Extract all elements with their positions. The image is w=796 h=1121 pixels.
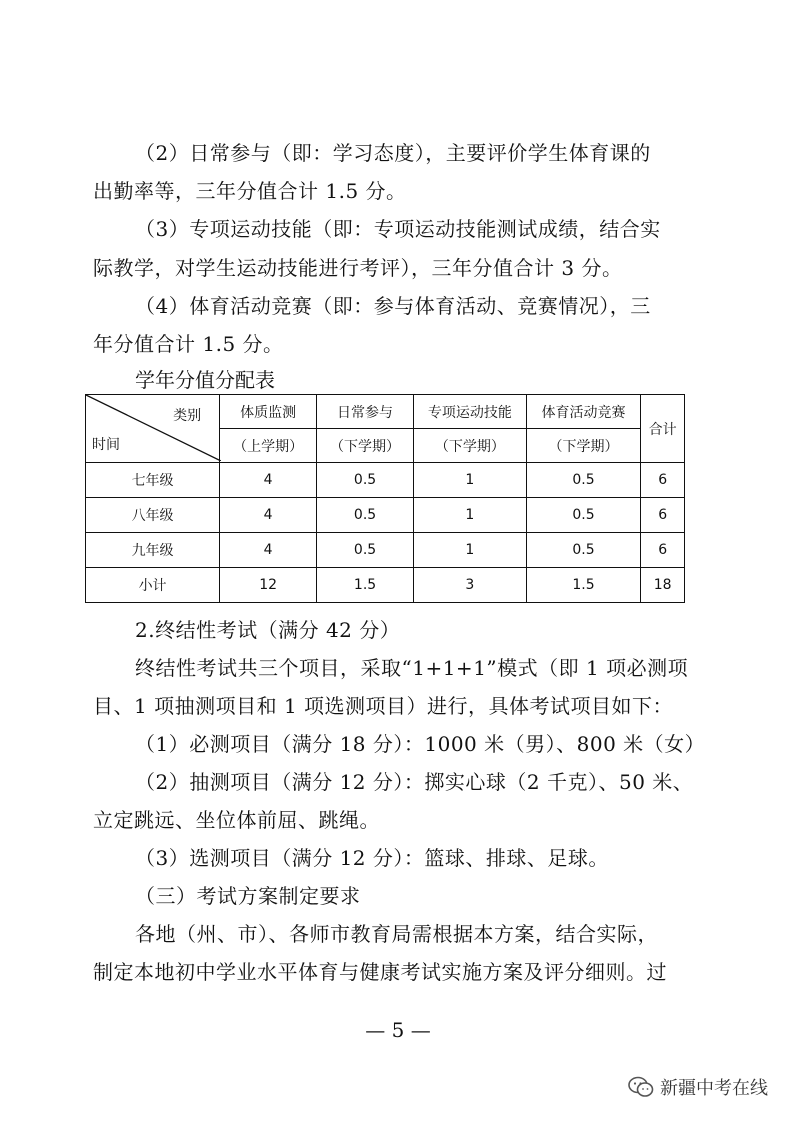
table-cell: 6 xyxy=(641,463,685,498)
paragraph-line: （2）日常参与（即：学习态度），主要评价学生体育课的 xyxy=(135,141,651,165)
table-cell: 0.5 xyxy=(317,533,414,568)
table-row xyxy=(86,463,685,498)
table-cell: 4 xyxy=(220,498,317,533)
paragraph-line: （2）抽测项目（满分 12 分）：掷实心球（2 千克）、50 米、 xyxy=(135,770,694,794)
table-cell: 0.5 xyxy=(526,498,641,533)
table-header-subcell: （下学期） xyxy=(317,429,414,463)
table-cell: 0.5 xyxy=(317,463,414,498)
paragraph-line: （3）专项运动技能（即：专项运动技能测试成绩，结合实 xyxy=(135,217,661,241)
table-cell: 3 xyxy=(414,568,527,603)
watermark-text: 新疆中考在线 xyxy=(660,1078,768,1099)
table-cell: 4 xyxy=(220,533,317,568)
table-cell: 0.5 xyxy=(526,463,641,498)
corner-category-label: 类别 xyxy=(173,408,202,424)
paragraph-line: 目、1 项抽测项目和 1 项选测项目）进行，具体考试项目如下： xyxy=(93,694,674,718)
paragraph-line: （4）体育活动竞赛（即：参与体育活动、竞赛情况），三 xyxy=(135,294,651,318)
paragraph-line: 出勤率等，三年分值合计 1.5 分。 xyxy=(93,179,407,203)
row-label: 七年级 xyxy=(86,463,220,498)
table-cell: 1 xyxy=(414,533,527,568)
table-cell: 1 xyxy=(414,463,527,498)
paragraph-line: 制定本地初中学业水平体育与健康考试实施方案及评分细则。过 xyxy=(93,960,667,984)
table-cell: 0.5 xyxy=(317,498,414,533)
table-cell: 1.5 xyxy=(317,568,414,603)
table-row xyxy=(86,568,685,603)
table-corner-cell xyxy=(86,395,220,463)
table-row xyxy=(86,498,685,533)
table-header-cell: 专项运动技能 xyxy=(414,395,527,429)
paragraph-line: 际教学，对学生运动技能进行考评），三年分值合计 3 分。 xyxy=(93,256,623,280)
paragraph-line: 各地（州、市）、各师市教育局需根据本方案，结合实际， xyxy=(135,922,658,946)
corner-time-label: 时间 xyxy=(92,437,120,453)
paragraph-line: （1）必测项目（满分 18 分）：1000 米（男）、800 米（女） xyxy=(135,732,706,756)
section-heading: 2.终结性考试（满分 42 分） xyxy=(135,618,401,642)
watermark xyxy=(628,1074,768,1100)
table-cell: 1 xyxy=(414,498,527,533)
table-header-subcell: （下学期） xyxy=(414,429,527,463)
row-label: 小计 xyxy=(86,568,220,603)
paragraph-line: 立定跳远、坐位体前屈、跳绳。 xyxy=(93,808,380,832)
table-cell: 6 xyxy=(641,498,685,533)
table-cell: 4 xyxy=(220,463,317,498)
table-caption: 学年分值分配表 xyxy=(135,368,275,392)
table-header-cell: 合计 xyxy=(641,395,685,463)
table-header-cell: 日常参与 xyxy=(317,395,414,429)
table-row xyxy=(86,533,685,568)
table-header-subcell: （下学期） xyxy=(526,429,641,463)
paragraph-line: 终结性考试共三个项目，采取“1+1+1”模式（即 1 项必测项 xyxy=(135,656,689,680)
table-cell: 18 xyxy=(641,568,685,603)
table-header-cell: 体育活动竞赛 xyxy=(526,395,641,429)
paragraph-line: （3）选测项目（满分 12 分）：篮球、排球、足球。 xyxy=(135,846,609,870)
table-cell: 0.5 xyxy=(526,533,641,568)
page-number: — 5 — xyxy=(365,1018,431,1042)
table-header-subcell: （上学期） xyxy=(220,429,317,463)
table-cell: 1.5 xyxy=(526,568,641,603)
score-table xyxy=(85,394,685,603)
wechat-icon xyxy=(628,1076,654,1098)
section-heading: （三）考试方案制定要求 xyxy=(135,884,361,908)
row-label: 九年级 xyxy=(86,533,220,568)
table-cell: 12 xyxy=(220,568,317,603)
table-header-cell: 体质监测 xyxy=(220,395,317,429)
paragraph-line: 年分值合计 1.5 分。 xyxy=(93,332,284,356)
table-cell: 6 xyxy=(641,533,685,568)
row-label: 八年级 xyxy=(86,498,220,533)
